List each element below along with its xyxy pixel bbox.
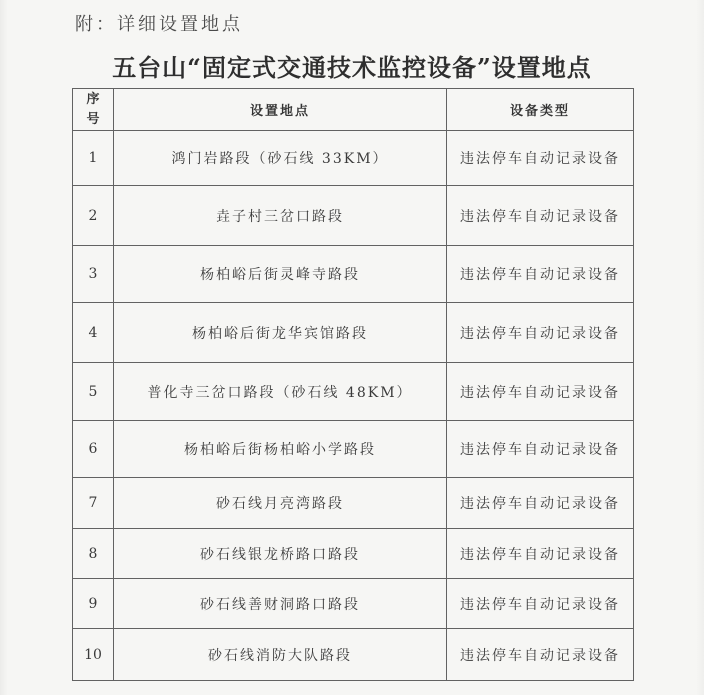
row-device-type: 违法停车自动记录设备: [447, 478, 634, 529]
header-index-cell: [73, 89, 114, 131]
row-index: 9: [73, 579, 114, 629]
row-device-type: 违法停车自动记录设备: [447, 246, 634, 303]
header-index-label: 序号: [86, 91, 100, 127]
row-device-type: 违法停车自动记录设备: [447, 186, 634, 246]
row-index: 6: [73, 421, 114, 478]
attachment-label: 附：详细设置地点: [75, 14, 243, 35]
table-row: [73, 246, 634, 303]
table-row: [73, 186, 634, 246]
table-row: [73, 478, 634, 529]
row-location: 鸿门岩路段（砂石线 33KM）: [114, 131, 447, 186]
row-location: 普化寺三岔口路段（砂石线 48KM）: [114, 363, 447, 421]
row-index: 10: [73, 629, 114, 681]
row-index: 5: [73, 363, 114, 421]
table-row: [73, 303, 634, 363]
row-index: 8: [73, 529, 114, 579]
row-location: 砂石线银龙桥路口路段: [114, 529, 447, 579]
row-location: 砂石线月亮湾路段: [114, 478, 447, 529]
row-device-type: 违法停车自动记录设备: [447, 131, 634, 186]
row-location: 垚子村三岔口路段: [114, 186, 447, 246]
row-index: 2: [73, 186, 114, 246]
document-title: 五台山“固定式交通技术监控设备”设置地点: [112, 53, 592, 82]
device-location-table: [72, 88, 634, 681]
row-device-type: 违法停车自动记录设备: [447, 363, 634, 421]
row-device-type: 违法停车自动记录设备: [447, 303, 634, 363]
table-row: [73, 421, 634, 478]
row-device-type: 违法停车自动记录设备: [447, 629, 634, 681]
row-device-type: 违法停车自动记录设备: [447, 529, 634, 579]
header-location: 设置地点: [114, 89, 447, 131]
row-index: 1: [73, 131, 114, 186]
row-location: 杨柏峪后街杨柏峪小学路段: [114, 421, 447, 478]
row-location: 砂石线善财洞路口路段: [114, 579, 447, 629]
row-index: 7: [73, 478, 114, 529]
table-header-row: [73, 89, 634, 131]
header-device-type: 设备类型: [447, 89, 634, 131]
row-location: 砂石线消防大队路段: [114, 629, 447, 681]
row-index: 3: [73, 246, 114, 303]
row-location: 杨柏峪后街龙华宾馆路段: [114, 303, 447, 363]
table-row: [73, 629, 634, 681]
row-device-type: 违法停车自动记录设备: [447, 421, 634, 478]
row-device-type: 违法停车自动记录设备: [447, 579, 634, 629]
table-row: [73, 579, 634, 629]
table-row: [73, 131, 634, 186]
row-index: 4: [73, 303, 114, 363]
table-row: [73, 529, 634, 579]
row-location: 杨柏峪后街灵峰寺路段: [114, 246, 447, 303]
table-row: [73, 363, 634, 421]
